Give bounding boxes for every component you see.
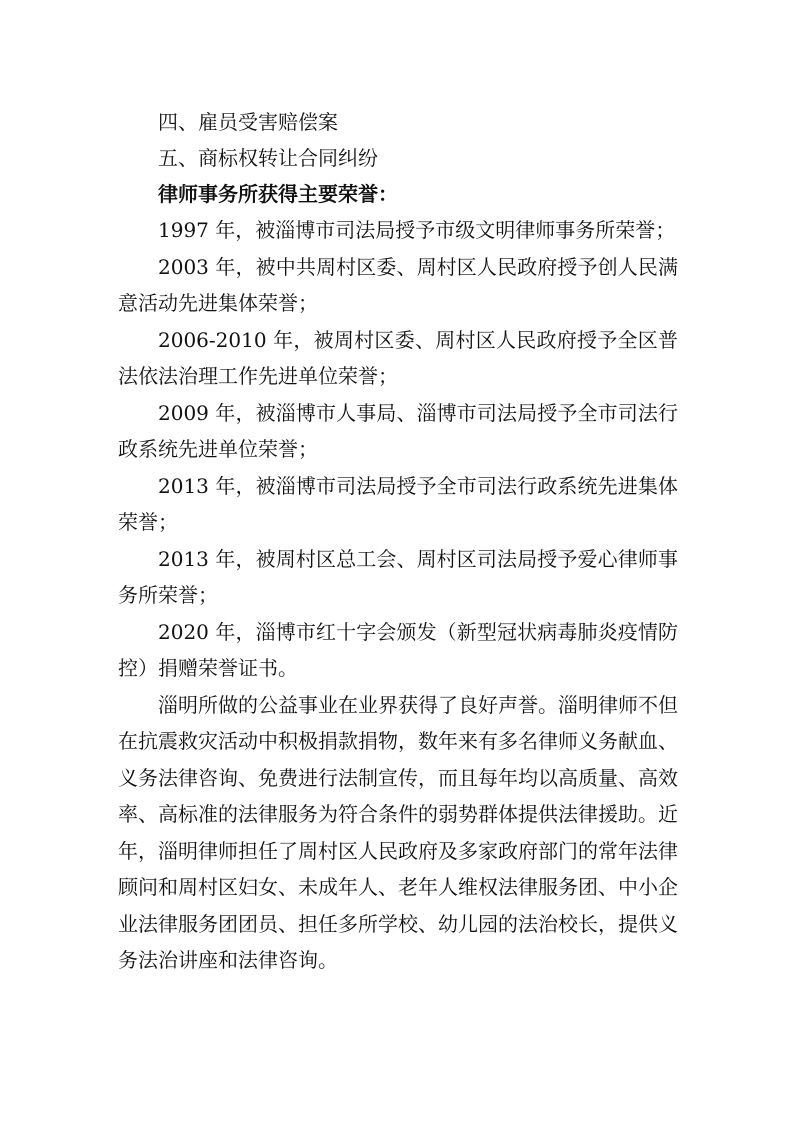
honor-1997: 1997 年，被淄博市司法局授予市级文明律师事务所荣誉；: [158, 218, 676, 242]
honor-2013-b: 2013 年，被周村区总工会、周村区司法局授予爱心律师事务所荣誉；: [118, 546, 678, 607]
honor-2009: 2009 年，被淄博市人事局、淄博市司法局授予全市司法行政系统先进单位荣誉；: [118, 400, 678, 461]
public-welfare-summary: 淄明所做的公益事业在业界获得了良好声誉。淄明律师不但在抗震救灾活动中积极捐款捐物，数年来有多名律师义务献血、义务法律咨询、免费进行法制宣传，而且每年均以高质量、高效率、高标准的法律服务为符合条件的弱势群体提供法律援助。近年，淄明律师担任了周村区人民政府及多家政府部门的常年法律顾问和周村区妇女、未成年人、老年人维权法律服务团、中小企业法律服务团团员、担任多所学校、幼儿园的法治校长，提供义务法治讲座和法律咨询。: [118, 692, 678, 972]
honor-2013-a: 2013 年，被淄博市司法局授予全市司法行政系统先进集体荣誉；: [118, 473, 678, 534]
honor-2006-2010: 2006-2010 年，被周村区委、周村区人民政府授予全区普法依法治理工作先进单位荣誉；: [118, 327, 678, 388]
case-item-5: 五、商标权转让合同纠纷: [158, 146, 378, 170]
honor-2003: 2003 年，被中共周村区委、周村区人民政府授予创人民满意活动先进集体荣誉；: [118, 254, 678, 315]
document-body: [118, 104, 678, 979]
case-item-4: 四、雇员受害赔偿案: [158, 110, 338, 134]
honor-2020: 2020 年，淄博市红十字会颁发（新型冠状病毒肺炎疫情防控）捐赠荣誉证书。: [118, 619, 678, 680]
honors-heading: 律师事务所获得主要荣誉：: [158, 182, 398, 206]
